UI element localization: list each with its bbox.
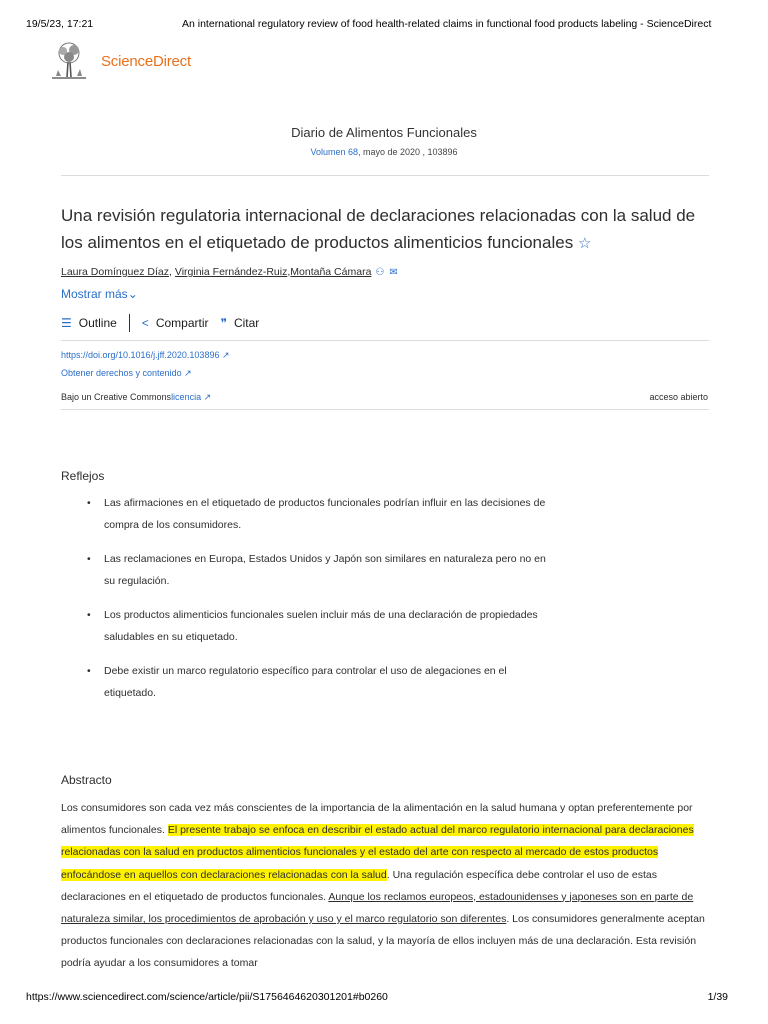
article-title [61, 202, 711, 257]
share-button[interactable] [142, 316, 209, 330]
highlights-list [84, 492, 554, 716]
list-item: • Debe existir un marco regulatorio específico para controlar el uso de alegaciones en el etiquetado. [84, 660, 554, 704]
list-item: • Las reclamaciones en Europa, Estados Unidos y Japón son similares en naturaleza pero no en su regulación. [84, 548, 554, 592]
print-timestamp: 19/5/23, 17:21 [26, 18, 94, 30]
author-separator: , [168, 266, 172, 278]
article-toolbar [61, 314, 259, 332]
list-item: • Las afirmaciones en el etiquetado de productos funcionales podrían influir en las decisiones de compra de los consumidores. [84, 492, 554, 536]
doi-link[interactable] [61, 350, 230, 361]
rights-link[interactable] [61, 368, 192, 379]
sciencedirect-logo-text: ScienceDirect [101, 52, 191, 70]
license-prefix: Bajo un Creative Commons [61, 392, 172, 402]
abstract-text [61, 797, 711, 975]
author-link[interactable]: Laura Domínguez Díaz [61, 266, 169, 278]
abstract-part: Los consumidores son cada vez más conscientes de la importancia de la alimentación en la salud humana y optan preferentemente por alimentos funcionales. [61, 802, 693, 837]
external-link-icon: ↗ [203, 392, 212, 402]
volume-link[interactable]: Volumen 68 [310, 147, 358, 157]
outline-label: Outline [78, 316, 117, 330]
volume-date: , mayo de 2020 , 103896 [357, 147, 458, 157]
external-link-icon: ↗ [184, 368, 192, 378]
abstract-part: . Una regulación específica debe controlar el uso de estas declaraciones en el etiquetado de productos funcionales. [61, 868, 657, 903]
abstract-underlined: Aunque los reclamos europeos, estadounidenses y japoneses son en parte de naturaleza similar, los procedimientos de aprobación y uso y el marco regulatorio son diferentes [61, 890, 694, 926]
highlights-heading: Reflejos [61, 469, 105, 483]
abstract-heading: Abstracto [61, 773, 112, 787]
list-item: • Los productos alimenticios funcionales suelen incluir más de una declaración de propiedades saludables en su etiquetado. [84, 604, 554, 648]
star-icon[interactable]: ☆ [577, 235, 592, 252]
list-icon: ☰ [61, 316, 72, 330]
print-header [26, 18, 728, 30]
person-icon[interactable]: ⚇ [375, 266, 390, 278]
share-label: Compartir [155, 316, 209, 330]
article-title-line-2: los alimentos en el etiquetado de productos alimenticios funcionales [61, 233, 574, 252]
author-link[interactable]: Montaña Cámara [290, 266, 372, 278]
cite-label: Citar [233, 316, 260, 330]
doi-text: https://doi.org/10.1016/j.jff.2020.103896 [61, 350, 220, 360]
print-page-number: 1/39 [707, 991, 728, 1003]
print-page-title: An international regulatory review of food health-related claims in functional food products labeling - ScienceDirect [182, 18, 712, 30]
license-link[interactable] [171, 392, 211, 402]
envelope-icon[interactable]: ✉ [389, 266, 403, 278]
chevron-down-icon: ⌄ [127, 287, 138, 301]
volume-info [0, 147, 768, 157]
journal-name[interactable]: Diario de Alimentos Funcionales [291, 125, 477, 140]
show-more-button[interactable] [61, 287, 138, 301]
logo-row[interactable] [48, 40, 191, 82]
show-more-label: Mostrar más [61, 287, 128, 301]
header-divider [61, 175, 709, 176]
license-line [61, 392, 211, 403]
abstract-highlighted: El presente trabajo se enfoca en describir el estado actual del marco regulatorio internacional para declaraciones relacionadas con la salud en productos alimenticios funcionales y el estado del arte con respecto al mercado de estos productos enfocándose en aquellos con declaraciones relacionadas con la salud [61, 824, 694, 881]
outline-button[interactable] [61, 316, 117, 330]
article-title-line-1: Una revisión regulatoria internacional de declaraciones relacionadas con la salud de [61, 206, 696, 225]
abstract-part: . Los consumidores generalmente aceptan productos funcionales con declaraciones relacionadas con la salud, y la mayoría de ellos incluyen más de una declaración. Esta revisión podría ayudar a los consumidores a tomar [61, 913, 705, 970]
author-separator: , [287, 266, 291, 278]
print-url: https://www.sciencedirect.com/science/article/pii/S1756464620301201#b0260 [26, 991, 388, 1003]
elsevier-tree-logo [48, 40, 90, 82]
license-link-text: licencia [171, 392, 202, 402]
toolbar-divider [129, 314, 130, 332]
toolbar-divider-line [61, 340, 709, 341]
rights-text: Obtener derechos y contenido [61, 368, 182, 378]
open-access-badge: acceso abierto [649, 392, 708, 402]
author-link[interactable]: Virginia Fernández-Ruiz [174, 266, 288, 278]
print-footer [26, 991, 728, 1003]
external-link-icon: ↗ [221, 350, 230, 360]
share-icon: < [141, 316, 149, 330]
license-divider [61, 409, 709, 410]
quote-icon: ❞ [220, 316, 227, 330]
cite-button[interactable] [221, 316, 260, 330]
author-list [61, 266, 403, 278]
